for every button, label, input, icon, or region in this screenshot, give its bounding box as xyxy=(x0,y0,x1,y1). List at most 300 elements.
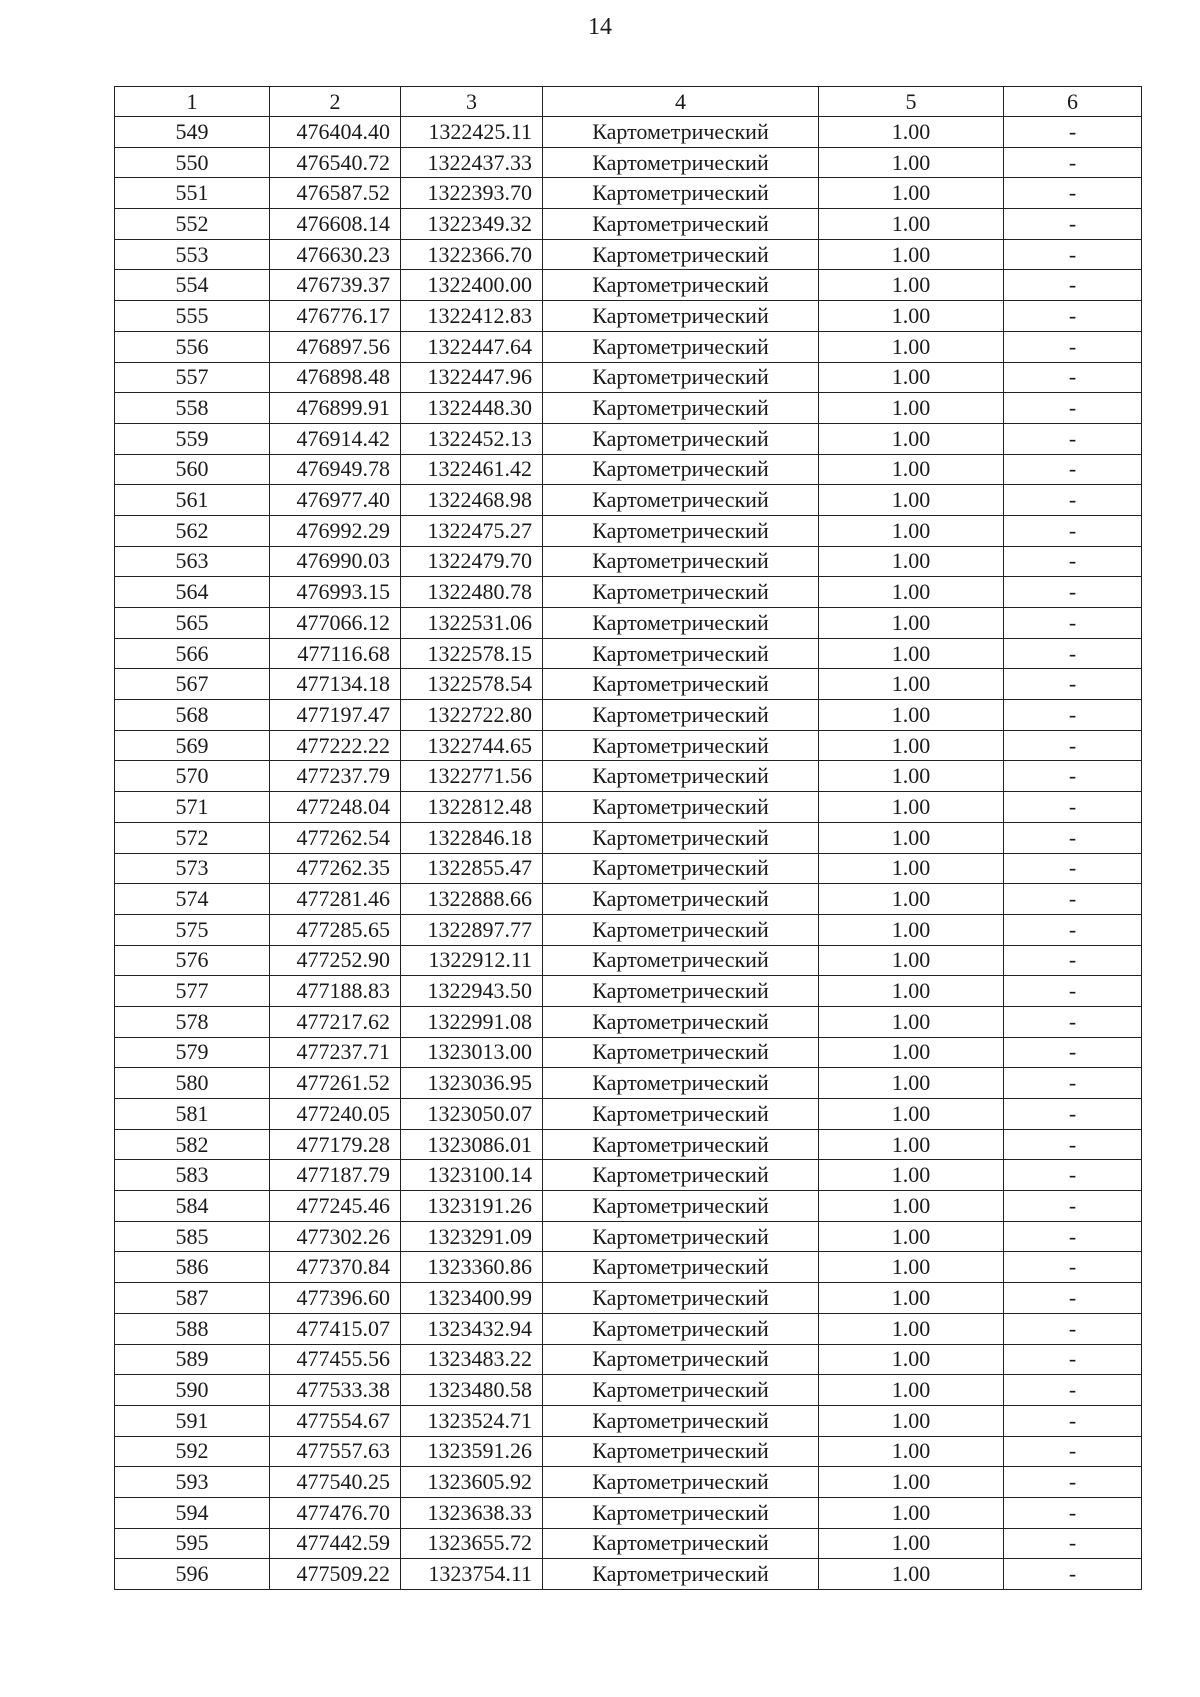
point-number-cell: 590 xyxy=(115,1375,270,1406)
description-cell: - xyxy=(1004,1405,1142,1436)
accuracy-cell: 1.00 xyxy=(819,1467,1004,1498)
y-coordinate-cell: 1322812.48 xyxy=(401,792,543,823)
y-coordinate-cell: 1322943.50 xyxy=(401,976,543,1007)
x-coordinate-cell: 476739.37 xyxy=(270,270,401,301)
point-number-cell: 595 xyxy=(115,1528,270,1559)
x-coordinate-cell: 477285.65 xyxy=(270,914,401,945)
point-number-cell: 577 xyxy=(115,976,270,1007)
description-cell: - xyxy=(1004,1344,1142,1375)
accuracy-cell: 1.00 xyxy=(819,331,1004,362)
table-body xyxy=(115,117,1142,1590)
table-row xyxy=(115,1006,1142,1037)
y-coordinate-cell: 1323524.71 xyxy=(401,1405,543,1436)
x-coordinate-cell: 477188.83 xyxy=(270,976,401,1007)
table-row xyxy=(115,1191,1142,1222)
description-cell: - xyxy=(1004,884,1142,915)
table-row xyxy=(115,423,1142,454)
point-number-cell: 555 xyxy=(115,301,270,332)
table-row xyxy=(115,546,1142,577)
y-coordinate-cell: 1322468.98 xyxy=(401,485,543,516)
x-coordinate-cell: 477222.22 xyxy=(270,730,401,761)
point-number-cell: 567 xyxy=(115,669,270,700)
method-cell: Картометрический xyxy=(543,117,819,148)
method-cell: Картометрический xyxy=(543,976,819,1007)
description-cell: - xyxy=(1004,239,1142,270)
x-coordinate-cell: 476993.15 xyxy=(270,577,401,608)
method-cell: Картометрический xyxy=(543,362,819,393)
accuracy-cell: 1.00 xyxy=(819,1344,1004,1375)
y-coordinate-cell: 1322480.78 xyxy=(401,577,543,608)
method-cell: Картометрический xyxy=(543,730,819,761)
description-cell: - xyxy=(1004,1313,1142,1344)
point-number-cell: 561 xyxy=(115,485,270,516)
y-coordinate-cell: 1323050.07 xyxy=(401,1099,543,1130)
description-cell: - xyxy=(1004,1129,1142,1160)
method-cell: Картометрический xyxy=(543,270,819,301)
description-cell: - xyxy=(1004,147,1142,178)
method-cell: Картометрический xyxy=(543,914,819,945)
table-row xyxy=(115,822,1142,853)
accuracy-cell: 1.00 xyxy=(819,1375,1004,1406)
description-cell: - xyxy=(1004,822,1142,853)
x-coordinate-cell: 476990.03 xyxy=(270,546,401,577)
x-coordinate-cell: 476776.17 xyxy=(270,301,401,332)
y-coordinate-cell: 1323432.94 xyxy=(401,1313,543,1344)
point-number-cell: 549 xyxy=(115,117,270,148)
description-cell: - xyxy=(1004,669,1142,700)
x-coordinate-cell: 476977.40 xyxy=(270,485,401,516)
accuracy-cell: 1.00 xyxy=(819,178,1004,209)
point-number-cell: 584 xyxy=(115,1191,270,1222)
column-header: 5 xyxy=(819,87,1004,117)
point-number-cell: 578 xyxy=(115,1006,270,1037)
x-coordinate-cell: 477245.46 xyxy=(270,1191,401,1222)
y-coordinate-cell: 1323655.72 xyxy=(401,1528,543,1559)
y-coordinate-cell: 1322400.00 xyxy=(401,270,543,301)
description-cell: - xyxy=(1004,608,1142,639)
x-coordinate-cell: 476914.42 xyxy=(270,423,401,454)
x-coordinate-cell: 477134.18 xyxy=(270,669,401,700)
method-cell: Картометрический xyxy=(543,822,819,853)
description-cell: - xyxy=(1004,454,1142,485)
table-row xyxy=(115,669,1142,700)
table-row xyxy=(115,270,1142,301)
table-row xyxy=(115,608,1142,639)
x-coordinate-cell: 476608.14 xyxy=(270,209,401,240)
column-header: 3 xyxy=(401,87,543,117)
description-cell: - xyxy=(1004,761,1142,792)
method-cell: Картометрический xyxy=(543,1221,819,1252)
point-number-cell: 569 xyxy=(115,730,270,761)
accuracy-cell: 1.00 xyxy=(819,1099,1004,1130)
table-row xyxy=(115,1375,1142,1406)
column-header: 6 xyxy=(1004,87,1142,117)
description-cell: - xyxy=(1004,638,1142,669)
point-number-cell: 586 xyxy=(115,1252,270,1283)
method-cell: Картометрический xyxy=(543,945,819,976)
point-number-cell: 565 xyxy=(115,608,270,639)
y-coordinate-cell: 1322425.11 xyxy=(401,117,543,148)
accuracy-cell: 1.00 xyxy=(819,1559,1004,1590)
description-cell: - xyxy=(1004,792,1142,823)
method-cell: Картометрический xyxy=(543,761,819,792)
point-number-cell: 585 xyxy=(115,1221,270,1252)
x-coordinate-cell: 477455.56 xyxy=(270,1344,401,1375)
method-cell: Картометрический xyxy=(543,1191,819,1222)
column-header: 4 xyxy=(543,87,819,117)
accuracy-cell: 1.00 xyxy=(819,638,1004,669)
description-cell: - xyxy=(1004,1497,1142,1528)
description-cell: - xyxy=(1004,1099,1142,1130)
accuracy-cell: 1.00 xyxy=(819,1405,1004,1436)
table-row xyxy=(115,1283,1142,1314)
method-cell: Картометрический xyxy=(543,1559,819,1590)
description-cell: - xyxy=(1004,178,1142,209)
description-cell: - xyxy=(1004,1160,1142,1191)
table-row xyxy=(115,301,1142,332)
point-number-cell: 573 xyxy=(115,853,270,884)
x-coordinate-cell: 477197.47 xyxy=(270,700,401,731)
y-coordinate-cell: 1322448.30 xyxy=(401,393,543,424)
description-cell: - xyxy=(1004,1252,1142,1283)
method-cell: Картометрический xyxy=(543,147,819,178)
point-number-cell: 596 xyxy=(115,1559,270,1590)
x-coordinate-cell: 477187.79 xyxy=(270,1160,401,1191)
table-row xyxy=(115,1068,1142,1099)
point-number-cell: 558 xyxy=(115,393,270,424)
description-cell: - xyxy=(1004,1375,1142,1406)
x-coordinate-cell: 477066.12 xyxy=(270,608,401,639)
point-number-cell: 559 xyxy=(115,423,270,454)
y-coordinate-cell: 1322578.15 xyxy=(401,638,543,669)
description-cell: - xyxy=(1004,1221,1142,1252)
accuracy-cell: 1.00 xyxy=(819,1221,1004,1252)
method-cell: Картометрический xyxy=(543,1068,819,1099)
y-coordinate-cell: 1322447.96 xyxy=(401,362,543,393)
method-cell: Картометрический xyxy=(543,1099,819,1130)
table-row xyxy=(115,1129,1142,1160)
accuracy-cell: 1.00 xyxy=(819,1191,1004,1222)
method-cell: Картометрический xyxy=(543,700,819,731)
coordinates-table xyxy=(114,86,1142,1590)
accuracy-cell: 1.00 xyxy=(819,1037,1004,1068)
y-coordinate-cell: 1323400.99 xyxy=(401,1283,543,1314)
description-cell: - xyxy=(1004,577,1142,608)
method-cell: Картометрический xyxy=(543,209,819,240)
method-cell: Картометрический xyxy=(543,1344,819,1375)
accuracy-cell: 1.00 xyxy=(819,1129,1004,1160)
description-cell: - xyxy=(1004,1467,1142,1498)
x-coordinate-cell: 477396.60 xyxy=(270,1283,401,1314)
y-coordinate-cell: 1323480.58 xyxy=(401,1375,543,1406)
point-number-cell: 587 xyxy=(115,1283,270,1314)
table-row xyxy=(115,1344,1142,1375)
table-row xyxy=(115,515,1142,546)
accuracy-cell: 1.00 xyxy=(819,546,1004,577)
table-row xyxy=(115,1099,1142,1130)
point-number-cell: 589 xyxy=(115,1344,270,1375)
table-row xyxy=(115,117,1142,148)
table-row xyxy=(115,1160,1142,1191)
accuracy-cell: 1.00 xyxy=(819,1528,1004,1559)
description-cell: - xyxy=(1004,914,1142,945)
x-coordinate-cell: 477237.79 xyxy=(270,761,401,792)
accuracy-cell: 1.00 xyxy=(819,608,1004,639)
table-row xyxy=(115,209,1142,240)
x-coordinate-cell: 476587.52 xyxy=(270,178,401,209)
y-coordinate-cell: 1323360.86 xyxy=(401,1252,543,1283)
y-coordinate-cell: 1322744.65 xyxy=(401,730,543,761)
description-cell: - xyxy=(1004,1037,1142,1068)
y-coordinate-cell: 1322349.32 xyxy=(401,209,543,240)
y-coordinate-cell: 1322437.33 xyxy=(401,147,543,178)
table-row xyxy=(115,577,1142,608)
x-coordinate-cell: 476899.91 xyxy=(270,393,401,424)
accuracy-cell: 1.00 xyxy=(819,1436,1004,1467)
table-row xyxy=(115,884,1142,915)
y-coordinate-cell: 1322912.11 xyxy=(401,945,543,976)
accuracy-cell: 1.00 xyxy=(819,1252,1004,1283)
y-coordinate-cell: 1323036.95 xyxy=(401,1068,543,1099)
point-number-cell: 594 xyxy=(115,1497,270,1528)
x-coordinate-cell: 476898.48 xyxy=(270,362,401,393)
point-number-cell: 582 xyxy=(115,1129,270,1160)
x-coordinate-cell: 477554.67 xyxy=(270,1405,401,1436)
accuracy-cell: 1.00 xyxy=(819,1160,1004,1191)
description-cell: - xyxy=(1004,423,1142,454)
method-cell: Картометрический xyxy=(543,1283,819,1314)
description-cell: - xyxy=(1004,117,1142,148)
x-coordinate-cell: 477237.71 xyxy=(270,1037,401,1068)
method-cell: Картометрический xyxy=(543,1375,819,1406)
point-number-cell: 583 xyxy=(115,1160,270,1191)
description-cell: - xyxy=(1004,1191,1142,1222)
table-row xyxy=(115,1467,1142,1498)
point-number-cell: 591 xyxy=(115,1405,270,1436)
point-number-cell: 574 xyxy=(115,884,270,915)
x-coordinate-cell: 477179.28 xyxy=(270,1129,401,1160)
method-cell: Картометрический xyxy=(543,853,819,884)
x-coordinate-cell: 477442.59 xyxy=(270,1528,401,1559)
table-row xyxy=(115,1559,1142,1590)
method-cell: Картометрический xyxy=(543,1006,819,1037)
y-coordinate-cell: 1323591.26 xyxy=(401,1436,543,1467)
point-number-cell: 568 xyxy=(115,700,270,731)
table-row xyxy=(115,178,1142,209)
method-cell: Картометрический xyxy=(543,1129,819,1160)
method-cell: Картометрический xyxy=(543,577,819,608)
x-coordinate-cell: 476540.72 xyxy=(270,147,401,178)
table-row xyxy=(115,1313,1142,1344)
point-number-cell: 556 xyxy=(115,331,270,362)
method-cell: Картометрический xyxy=(543,546,819,577)
point-number-cell: 566 xyxy=(115,638,270,669)
accuracy-cell: 1.00 xyxy=(819,1313,1004,1344)
accuracy-cell: 1.00 xyxy=(819,853,1004,884)
method-cell: Картометрический xyxy=(543,1252,819,1283)
y-coordinate-cell: 1323754.11 xyxy=(401,1559,543,1590)
y-coordinate-cell: 1323013.00 xyxy=(401,1037,543,1068)
y-coordinate-cell: 1322897.77 xyxy=(401,914,543,945)
description-cell: - xyxy=(1004,700,1142,731)
description-cell: - xyxy=(1004,331,1142,362)
accuracy-cell: 1.00 xyxy=(819,1283,1004,1314)
accuracy-cell: 1.00 xyxy=(819,914,1004,945)
x-coordinate-cell: 476992.29 xyxy=(270,515,401,546)
y-coordinate-cell: 1322722.80 xyxy=(401,700,543,731)
accuracy-cell: 1.00 xyxy=(819,577,1004,608)
x-coordinate-cell: 477509.22 xyxy=(270,1559,401,1590)
description-cell: - xyxy=(1004,1068,1142,1099)
accuracy-cell: 1.00 xyxy=(819,239,1004,270)
y-coordinate-cell: 1323191.26 xyxy=(401,1191,543,1222)
y-coordinate-cell: 1322855.47 xyxy=(401,853,543,884)
accuracy-cell: 1.00 xyxy=(819,209,1004,240)
point-number-cell: 563 xyxy=(115,546,270,577)
table-row xyxy=(115,638,1142,669)
y-coordinate-cell: 1322393.70 xyxy=(401,178,543,209)
point-number-cell: 553 xyxy=(115,239,270,270)
method-cell: Картометрический xyxy=(543,1528,819,1559)
y-coordinate-cell: 1322531.06 xyxy=(401,608,543,639)
accuracy-cell: 1.00 xyxy=(819,730,1004,761)
method-cell: Картометрический xyxy=(543,393,819,424)
table-row xyxy=(115,1221,1142,1252)
x-coordinate-cell: 477240.05 xyxy=(270,1099,401,1130)
x-coordinate-cell: 477557.63 xyxy=(270,1436,401,1467)
table-row xyxy=(115,730,1142,761)
point-number-cell: 588 xyxy=(115,1313,270,1344)
table-row xyxy=(115,945,1142,976)
x-coordinate-cell: 477262.54 xyxy=(270,822,401,853)
y-coordinate-cell: 1322846.18 xyxy=(401,822,543,853)
y-coordinate-cell: 1323605.92 xyxy=(401,1467,543,1498)
point-number-cell: 572 xyxy=(115,822,270,853)
method-cell: Картометрический xyxy=(543,178,819,209)
x-coordinate-cell: 477302.26 xyxy=(270,1221,401,1252)
point-number-cell: 550 xyxy=(115,147,270,178)
description-cell: - xyxy=(1004,515,1142,546)
method-cell: Картометрический xyxy=(543,638,819,669)
description-cell: - xyxy=(1004,485,1142,516)
x-coordinate-cell: 477261.52 xyxy=(270,1068,401,1099)
accuracy-cell: 1.00 xyxy=(819,423,1004,454)
description-cell: - xyxy=(1004,209,1142,240)
description-cell: - xyxy=(1004,362,1142,393)
y-coordinate-cell: 1323638.33 xyxy=(401,1497,543,1528)
point-number-cell: 575 xyxy=(115,914,270,945)
table-row xyxy=(115,147,1142,178)
x-coordinate-cell: 477252.90 xyxy=(270,945,401,976)
method-cell: Картометрический xyxy=(543,884,819,915)
method-cell: Картометрический xyxy=(543,1467,819,1498)
accuracy-cell: 1.00 xyxy=(819,761,1004,792)
accuracy-cell: 1.00 xyxy=(819,1068,1004,1099)
accuracy-cell: 1.00 xyxy=(819,393,1004,424)
x-coordinate-cell: 477370.84 xyxy=(270,1252,401,1283)
point-number-cell: 592 xyxy=(115,1436,270,1467)
x-coordinate-cell: 477248.04 xyxy=(270,792,401,823)
method-cell: Картометрический xyxy=(543,1405,819,1436)
accuracy-cell: 1.00 xyxy=(819,454,1004,485)
y-coordinate-cell: 1323483.22 xyxy=(401,1344,543,1375)
table-row xyxy=(115,914,1142,945)
x-coordinate-cell: 477217.62 xyxy=(270,1006,401,1037)
x-coordinate-cell: 476897.56 xyxy=(270,331,401,362)
description-cell: - xyxy=(1004,1559,1142,1590)
table-row xyxy=(115,485,1142,516)
page-number: 14 xyxy=(588,14,612,40)
table-row xyxy=(115,700,1142,731)
accuracy-cell: 1.00 xyxy=(819,485,1004,516)
y-coordinate-cell: 1322366.70 xyxy=(401,239,543,270)
y-coordinate-cell: 1322461.42 xyxy=(401,454,543,485)
description-cell: - xyxy=(1004,546,1142,577)
y-coordinate-cell: 1323100.14 xyxy=(401,1160,543,1191)
y-coordinate-cell: 1323086.01 xyxy=(401,1129,543,1160)
table-row xyxy=(115,239,1142,270)
point-number-cell: 557 xyxy=(115,362,270,393)
x-coordinate-cell: 476404.40 xyxy=(270,117,401,148)
description-cell: - xyxy=(1004,730,1142,761)
method-cell: Картометрический xyxy=(543,301,819,332)
method-cell: Картометрический xyxy=(543,1436,819,1467)
point-number-cell: 571 xyxy=(115,792,270,823)
table-row xyxy=(115,1037,1142,1068)
table-row xyxy=(115,454,1142,485)
accuracy-cell: 1.00 xyxy=(819,515,1004,546)
accuracy-cell: 1.00 xyxy=(819,1497,1004,1528)
point-number-cell: 564 xyxy=(115,577,270,608)
description-cell: - xyxy=(1004,1436,1142,1467)
point-number-cell: 570 xyxy=(115,761,270,792)
accuracy-cell: 1.00 xyxy=(819,301,1004,332)
point-number-cell: 580 xyxy=(115,1068,270,1099)
point-number-cell: 552 xyxy=(115,209,270,240)
accuracy-cell: 1.00 xyxy=(819,270,1004,301)
point-number-cell: 554 xyxy=(115,270,270,301)
description-cell: - xyxy=(1004,270,1142,301)
description-cell: - xyxy=(1004,1528,1142,1559)
description-cell: - xyxy=(1004,1283,1142,1314)
method-cell: Картометрический xyxy=(543,1313,819,1344)
accuracy-cell: 1.00 xyxy=(819,117,1004,148)
table-row xyxy=(115,1497,1142,1528)
table-row xyxy=(115,362,1142,393)
table-row xyxy=(115,853,1142,884)
x-coordinate-cell: 477262.35 xyxy=(270,853,401,884)
y-coordinate-cell: 1322479.70 xyxy=(401,546,543,577)
x-coordinate-cell: 477116.68 xyxy=(270,638,401,669)
y-coordinate-cell: 1322412.83 xyxy=(401,301,543,332)
y-coordinate-cell: 1322991.08 xyxy=(401,1006,543,1037)
method-cell: Картометрический xyxy=(543,331,819,362)
accuracy-cell: 1.00 xyxy=(819,792,1004,823)
x-coordinate-cell: 477476.70 xyxy=(270,1497,401,1528)
method-cell: Картометрический xyxy=(543,423,819,454)
method-cell: Картометрический xyxy=(543,792,819,823)
description-cell: - xyxy=(1004,853,1142,884)
description-cell: - xyxy=(1004,976,1142,1007)
y-coordinate-cell: 1322475.27 xyxy=(401,515,543,546)
point-number-cell: 581 xyxy=(115,1099,270,1130)
y-coordinate-cell: 1323291.09 xyxy=(401,1221,543,1252)
table-row xyxy=(115,761,1142,792)
description-cell: - xyxy=(1004,1006,1142,1037)
method-cell: Картометрический xyxy=(543,454,819,485)
y-coordinate-cell: 1322452.13 xyxy=(401,423,543,454)
table-row xyxy=(115,1436,1142,1467)
